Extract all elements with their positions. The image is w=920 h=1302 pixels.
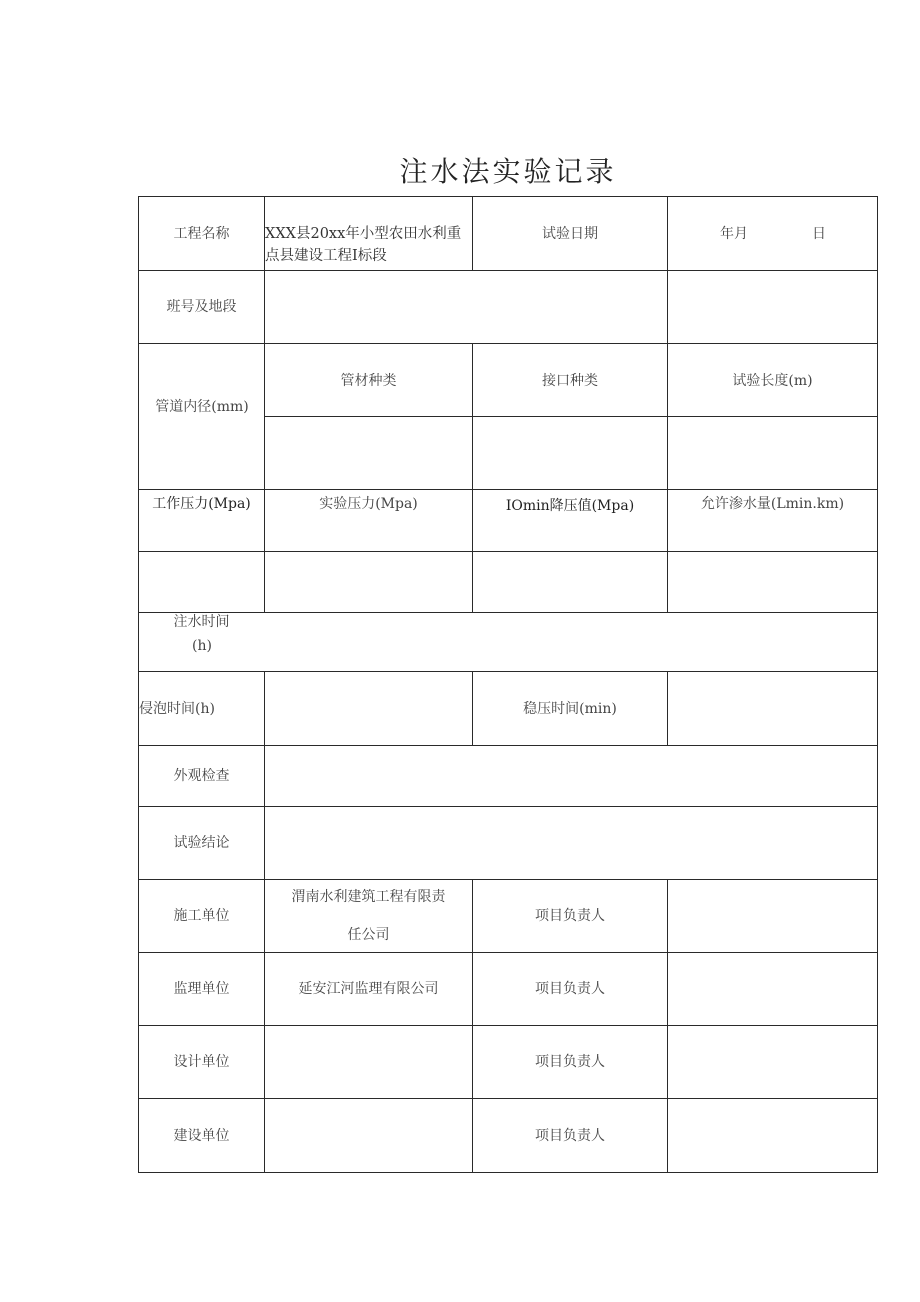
- construction-unit-label: 施工单位: [173, 908, 230, 924]
- test-date-day: 日: [812, 226, 826, 242]
- appearance-check-label: 外观检查: [173, 768, 230, 784]
- construction-unit-value-line1: 渭南水利建筑工程有限责: [291, 889, 446, 905]
- pipe-diameter-label: 管道内径(mm): [155, 399, 249, 415]
- owner-pm-label: 项目负责人: [535, 1127, 605, 1144]
- allowable-seepage-label: 允许渗水量(Lmin.km): [700, 496, 845, 512]
- section-label: 班号及地段: [166, 299, 237, 315]
- owner-unit-label: 建设单位: [173, 1127, 230, 1144]
- project-name-value: XXX县20xx年小型农田水利重点县建设工程Ⅰ标段: [265, 226, 462, 264]
- test-date-year-month: 年月: [720, 226, 748, 242]
- supervision-pm-label: 项目负责人: [535, 981, 605, 997]
- test-conclusion-label: 试验结论: [173, 835, 230, 851]
- test-pressure-label: 实验压力(Mpa): [319, 496, 418, 512]
- soak-time-label: 侵泡时间(h): [139, 701, 215, 717]
- test-date-label: 试验日期: [542, 225, 598, 242]
- pipe-material-label: 管材种类: [340, 373, 397, 389]
- design-unit-label: 设计单位: [173, 1054, 230, 1070]
- construction-pm-label: 项目负责人: [535, 908, 605, 924]
- stable-time-label: 稳压时间(min): [523, 700, 617, 717]
- working-pressure-label: 工作压力(Mpa): [152, 496, 251, 512]
- fill-time-label-line1: 注水时间: [173, 614, 230, 630]
- joint-type-label: 接口种类: [542, 373, 598, 389]
- supervision-unit-value: 延安江河监理有限公司: [298, 981, 439, 997]
- test-length-label: 试验长度(m): [732, 373, 813, 389]
- project-name-label: 工程名称: [173, 225, 230, 242]
- supervision-unit-label: 监理单位: [173, 981, 230, 997]
- construction-unit-value-line2: 任公司: [347, 927, 390, 943]
- design-pm-label: 项目负责人: [535, 1054, 605, 1070]
- page-title: 注水法实验记录: [399, 155, 617, 188]
- fill-time-label-line2: (h): [192, 638, 212, 654]
- pressure-drop-label: IOmin降压值(Mpa): [505, 498, 635, 514]
